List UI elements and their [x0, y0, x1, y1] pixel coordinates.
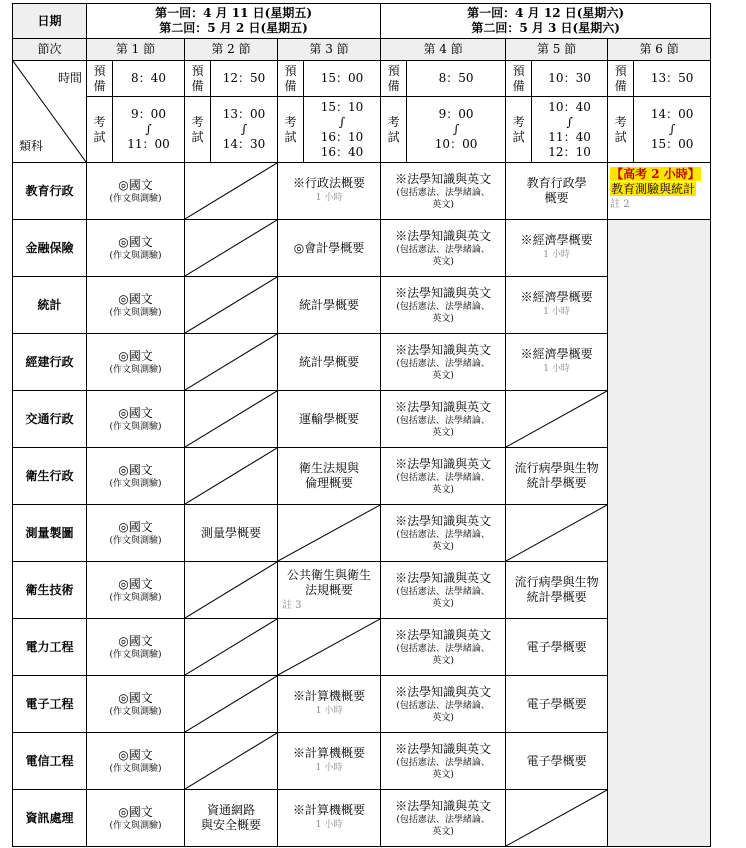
period5-cell [506, 790, 608, 847]
period2-cell [185, 277, 278, 334]
period5-cell: ※經濟學概要 1 小時 [506, 334, 608, 391]
period2-cell: 測量學概要 [185, 505, 278, 562]
period4-cell: ※法學知識與英文 (包括憲法、法學緒論、 英文) [381, 505, 506, 562]
empty-slash [185, 277, 277, 333]
period1-cell: ◎國文 (作文與測驗) [87, 505, 185, 562]
period2-cell [185, 562, 278, 619]
period3-cell: ※計算機概要 1 小時 [278, 676, 381, 733]
period-1: 第 1 節 [87, 39, 185, 61]
period2-cell [185, 334, 278, 391]
day2-header-cell [381, 4, 711, 39]
prep-time-5: 10：30 [532, 61, 608, 97]
exam-label-4: 考 試 [381, 97, 407, 163]
period5-cell: 電子學概要 [506, 619, 608, 676]
period2-cell: 資通網路 與安全概要 [185, 790, 278, 847]
period5-cell [506, 391, 608, 448]
period3-cell: 運輸學概要 [278, 391, 381, 448]
empty-slash [185, 220, 277, 276]
period-5: 第 5 節 [506, 39, 608, 61]
subject-row [13, 733, 711, 790]
time-label: 時間 [57, 71, 82, 85]
prep-time-2: 12：50 [211, 61, 278, 97]
category-name: 衛生技術 [13, 562, 87, 619]
exam-time-4: 9：00 ∫ 10：00 [407, 97, 506, 163]
period5-cell: 流行病學與生物 統計學概要 [506, 448, 608, 505]
prep-label-4: 預 備 [381, 61, 407, 97]
day1-header-cell [87, 4, 381, 39]
period3-cell [278, 505, 381, 562]
period1-cell: ◎國文 (作文與測驗) [87, 163, 185, 220]
period4-cell: ※法學知識與英文 (包括憲法、法學緒論、 英文) [381, 391, 506, 448]
empty-slash [506, 505, 607, 561]
category-name: 交通行政 [13, 391, 87, 448]
empty-slash [185, 391, 277, 447]
category-name: 教育行政 [13, 163, 87, 220]
period6-cell: 【高考 2 小時】 教育測驗與統計 註 2 [608, 163, 711, 220]
subject-row [13, 619, 711, 676]
period1-cell: ◎國文 (作文與測驗) [87, 676, 185, 733]
period5-cell: 電子學概要 [506, 733, 608, 790]
exam-label-3: 考 試 [278, 97, 304, 163]
empty-slash [185, 619, 277, 675]
subject-row [13, 391, 711, 448]
prep-label-6: 預 備 [608, 61, 634, 97]
period1-cell: ◎國文 (作文與測驗) [87, 334, 185, 391]
prep-label-1: 預 備 [87, 61, 113, 97]
period3-cell: ※計算機概要 1 小時 [278, 790, 381, 847]
high-exam-tag: 【高考 2 小時】 [611, 167, 700, 181]
period-2: 第 2 節 [185, 39, 278, 61]
exam-label-2: 考 試 [185, 97, 211, 163]
empty-slash [278, 505, 380, 561]
period2-cell [185, 733, 278, 790]
period3-cell: 公共衛生與衛生 法規概要 註 3 [278, 562, 381, 619]
period5-cell: ※經濟學概要 1 小時 [506, 220, 608, 277]
period1-cell: ◎國文 (作文與測驗) [87, 562, 185, 619]
period2-cell [185, 163, 278, 220]
period3-cell: 衛生法規與 倫理概要 [278, 448, 381, 505]
period3-cell: 統計學概要 [278, 334, 381, 391]
empty-slash [185, 733, 277, 789]
prep-time-1: 8：40 [113, 61, 185, 97]
period-4: 第 4 節 [381, 39, 506, 61]
period3-cell: ※計算機概要 1 小時 [278, 733, 381, 790]
prep-label-3: 預 備 [278, 61, 304, 97]
category-name: 電子工程 [13, 676, 87, 733]
period-6: 第 6 節 [608, 39, 711, 61]
period5-cell: ※經濟學概要 1 小時 [506, 277, 608, 334]
period3-cell [278, 619, 381, 676]
exam-time-5: 10：40 ∫ 11：40 12：10 [532, 97, 608, 163]
exam-label-1: 考 試 [87, 97, 113, 163]
empty-slash [506, 790, 607, 846]
category-label: 類科 [19, 139, 44, 153]
exam-label-5: 考 試 [506, 97, 532, 163]
period1-cell: ◎國文 (作文與測驗) [87, 220, 185, 277]
exam-time-1: 9：00 ∫ 11：00 [113, 97, 185, 163]
session-label-cell [13, 39, 87, 61]
date-label-cell [13, 4, 87, 39]
category-name: 測量製圖 [13, 505, 87, 562]
subject-row [13, 505, 711, 562]
period1-cell: ◎國文 (作文與測驗) [87, 448, 185, 505]
period4-cell: ※法學知識與英文 (包括憲法、法學緒論、 英文) [381, 562, 506, 619]
period1-cell: ◎國文 (作文與測驗) [87, 277, 185, 334]
subject-row [13, 790, 711, 847]
period1-cell: ◎國文 (作文與測驗) [87, 391, 185, 448]
period5-cell: 電子學概要 [506, 676, 608, 733]
subject-row [13, 220, 711, 277]
period3-cell: ※行政法概要 1 小時 [278, 163, 381, 220]
period4-cell: ※法學知識與英文 (包括憲法、法學緒論、 英文) [381, 220, 506, 277]
period2-cell [185, 448, 278, 505]
category-name: 電力工程 [13, 619, 87, 676]
empty-slash [185, 334, 277, 390]
period5-cell [506, 505, 608, 562]
category-name: 資訊處理 [13, 790, 87, 847]
prep-time-3: 15：00 [304, 61, 381, 97]
day1-line2: 第二回：5 月 2 日(星期五) [159, 21, 308, 35]
category-name: 統計 [13, 277, 87, 334]
period2-cell [185, 220, 278, 277]
empty-slash [185, 562, 277, 618]
day1-line1: 第一回：4 月 11 日(星期五) [155, 6, 313, 20]
prep-label-2: 預 備 [185, 61, 211, 97]
period2-cell [185, 619, 278, 676]
date-label: 日期 [37, 13, 62, 28]
period4-cell: ※法學知識與英文 (包括憲法、法學緒論、 英文) [381, 619, 506, 676]
day2-line2: 第二回：5 月 3 日(星期六) [471, 21, 620, 35]
subject-row [13, 562, 711, 619]
prep-label-5: 預 備 [506, 61, 532, 97]
exam-time-2: 13：00 ∫ 14：30 [211, 97, 278, 163]
session-label: 節次 [37, 42, 62, 56]
subject-row [13, 277, 711, 334]
exam-time-3: 15：10 ∫ 16：10 16：40 [304, 97, 381, 163]
prep-time-4: 8：50 [407, 61, 506, 97]
period4-cell: ※法學知識與英文 (包括憲法、法學緒論、 英文) [381, 163, 506, 220]
period4-cell: ※法學知識與英文 (包括憲法、法學緒論、 英文) [381, 448, 506, 505]
period2-cell [185, 676, 278, 733]
period4-cell: ※法學知識與英文 (包括憲法、法學緒論、 英文) [381, 334, 506, 391]
category-name: 電信工程 [13, 733, 87, 790]
period3-cell: 統計學概要 [278, 277, 381, 334]
subject-row [13, 448, 711, 505]
prep-time-6: 13：50 [634, 61, 711, 97]
period6-empty [608, 220, 711, 847]
period4-cell: ※法學知識與英文 (包括憲法、法學緒論、 英文) [381, 733, 506, 790]
subject-row [13, 676, 711, 733]
period1-cell: ◎國文 (作文與測驗) [87, 733, 185, 790]
subject-row [13, 163, 711, 220]
period2-cell [185, 391, 278, 448]
period3-cell: ◎會計學概要 [278, 220, 381, 277]
period5-cell: 流行病學與生物 統計學概要 [506, 562, 608, 619]
period4-cell: ※法學知識與英文 (包括憲法、法學緒論、 英文) [381, 676, 506, 733]
period-3: 第 3 節 [278, 39, 381, 61]
period4-cell: ※法學知識與英文 (包括憲法、法學緒論、 英文) [381, 277, 506, 334]
corner-diagonal-cell [13, 61, 87, 163]
period1-cell: ◎國文 (作文與測驗) [87, 619, 185, 676]
period4-cell: ※法學知識與英文 (包括憲法、法學緒論、 英文) [381, 790, 506, 847]
period1-cell: ◎國文 (作文與測驗) [87, 790, 185, 847]
empty-slash [185, 448, 277, 504]
exam-label-6: 考 試 [608, 97, 634, 163]
category-name: 金融保險 [13, 220, 87, 277]
day2-line1: 第一回：4 月 12 日(星期六) [467, 6, 625, 20]
category-name: 經建行政 [13, 334, 87, 391]
subject-row [13, 334, 711, 391]
exam-time-6: 14：00 ∫ 15：00 [634, 97, 711, 163]
period5-cell: 教育行政學 概要 [506, 163, 608, 220]
empty-slash [278, 619, 380, 675]
empty-slash [185, 163, 277, 219]
category-name: 衛生行政 [13, 448, 87, 505]
exam-timetable [12, 3, 711, 847]
empty-slash [506, 391, 607, 447]
empty-slash [185, 676, 277, 732]
